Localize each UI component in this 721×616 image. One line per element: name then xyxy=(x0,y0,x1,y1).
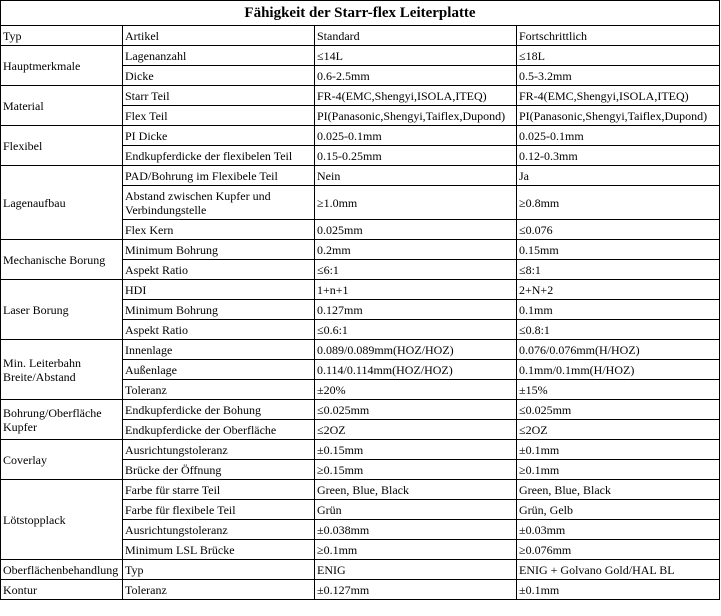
artikel-cell: Lagenanzahl xyxy=(123,46,315,66)
artikel-cell: Endkupferdicke der Oberfläche xyxy=(123,420,315,440)
standard-cell: 0.114/0.114mm(HOZ/HOZ) xyxy=(315,360,517,380)
standard-cell: 0.025mm xyxy=(315,220,517,240)
fortschrittlich-cell: 0.076/0.076mm(H/HOZ) xyxy=(517,340,720,360)
fortschrittlich-cell: ≤0.025mm xyxy=(517,400,720,420)
standard-cell: 0.127mm xyxy=(315,300,517,320)
header-typ: Typ xyxy=(1,26,123,46)
artikel-cell: PAD/Bohrung im Flexibele Teil xyxy=(123,166,315,186)
artikel-cell: Dicke xyxy=(123,66,315,86)
fortschrittlich-cell: PI(Panasonic,Shengyi,Taiflex,Dupond) xyxy=(517,106,720,126)
table-row xyxy=(1,340,720,360)
typ-cell: Bohrung/Oberfläche Kupfer xyxy=(1,400,123,440)
standard-cell: ≥0.15mm xyxy=(315,460,517,480)
artikel-cell: Minimum Bohrung xyxy=(123,240,315,260)
artikel-cell: Toleranz xyxy=(123,580,315,600)
fortschrittlich-cell: ENIG + Golvano Gold/HAL BL xyxy=(517,560,720,580)
fortschrittlich-cell: ≥0.1mm xyxy=(517,460,720,480)
fortschrittlich-cell: ≤8:1 xyxy=(517,260,720,280)
standard-cell: 0.089/0.089mm(HOZ/HOZ) xyxy=(315,340,517,360)
standard-cell: ±0.038mm xyxy=(315,520,517,540)
fortschrittlich-cell: Green, Blue, Black xyxy=(517,480,720,500)
artikel-cell: Ausrichtungstoleranz xyxy=(123,440,315,460)
fortschrittlich-cell: 0.1mm/0.1mm(H/HOZ) xyxy=(517,360,720,380)
artikel-cell: Typ xyxy=(123,560,315,580)
table-row xyxy=(1,400,720,420)
artikel-cell: Minimum LSL Brücke xyxy=(123,540,315,560)
fortschrittlich-cell: 0.5-3.2mm xyxy=(517,66,720,86)
fortschrittlich-cell: ≥0.076mm xyxy=(517,540,720,560)
typ-cell: Min. Leiterbahn Breite/Abstand xyxy=(1,340,123,400)
header-fortschrittlich: Fortschrittlich xyxy=(517,26,720,46)
artikel-cell: Innenlage xyxy=(123,340,315,360)
typ-cell: Flexibel xyxy=(1,126,123,166)
table-row xyxy=(1,240,720,260)
fortschrittlich-cell: ±0.03mm xyxy=(517,520,720,540)
standard-cell: 1+n+1 xyxy=(315,280,517,300)
typ-cell: Kontur xyxy=(1,580,123,600)
fortschrittlich-cell: 0.025-0.1mm xyxy=(517,126,720,146)
fortschrittlich-cell: 0.1mm xyxy=(517,300,720,320)
artikel-cell: Toleranz xyxy=(123,380,315,400)
artikel-cell: Flex Teil xyxy=(123,106,315,126)
table-row xyxy=(1,86,720,106)
artikel-cell: Abstand zwischen Kupfer und Verbindungstelle xyxy=(123,186,315,220)
standard-cell: ±0.15mm xyxy=(315,440,517,460)
table-row xyxy=(1,560,720,580)
fortschrittlich-cell: 2+N+2 xyxy=(517,280,720,300)
artikel-cell: Farbe für starre Teil xyxy=(123,480,315,500)
artikel-cell: Aspekt Ratio xyxy=(123,260,315,280)
typ-cell: Oberflächenbehandlung xyxy=(1,560,123,580)
table-row xyxy=(1,480,720,500)
fortschrittlich-cell: ±15% xyxy=(517,380,720,400)
fortschrittlich-cell: FR-4(EMC,Shengyi,ISOLA,ITEQ) xyxy=(517,86,720,106)
artikel-cell: Minimum Bohrung xyxy=(123,300,315,320)
fortschrittlich-cell: ≥0.8mm xyxy=(517,186,720,220)
standard-cell: ≤6:1 xyxy=(315,260,517,280)
standard-cell: ≤14L xyxy=(315,46,517,66)
standard-cell: 0.025-0.1mm xyxy=(315,126,517,146)
standard-cell: 0.2mm xyxy=(315,240,517,260)
title-row xyxy=(1,1,720,26)
artikel-cell: Außenlage xyxy=(123,360,315,380)
table-row xyxy=(1,166,720,186)
header-artikel: Artikel xyxy=(123,26,315,46)
standard-cell: Grün xyxy=(315,500,517,520)
typ-cell: Material xyxy=(1,86,123,126)
standard-cell: Nein xyxy=(315,166,517,186)
standard-cell: ≥0.1mm xyxy=(315,540,517,560)
typ-cell: Coverlay xyxy=(1,440,123,480)
standard-cell: ±20% xyxy=(315,380,517,400)
artikel-cell: Ausrichtungstoleranz xyxy=(123,520,315,540)
typ-cell: Lagenaufbau xyxy=(1,166,123,240)
fortschrittlich-cell: ≤0.076 xyxy=(517,220,720,240)
fortschrittlich-cell: 0.12-0.3mm xyxy=(517,146,720,166)
fortschrittlich-cell: ±0.1mm xyxy=(517,580,720,600)
artikel-cell: Brücke der Öffnung xyxy=(123,460,315,480)
typ-cell: Laser Borung xyxy=(1,280,123,340)
table-body xyxy=(1,1,720,600)
standard-cell: 0.15-0.25mm xyxy=(315,146,517,166)
table-row xyxy=(1,126,720,146)
standard-cell: ≤2OZ xyxy=(315,420,517,440)
typ-cell: Mechanische Borung xyxy=(1,240,123,280)
typ-cell: Hauptmerkmale xyxy=(1,46,123,86)
artikel-cell: Aspekt Ratio xyxy=(123,320,315,340)
fortschrittlich-cell: ≤18L xyxy=(517,46,720,66)
standard-cell: ≤0.025mm xyxy=(315,400,517,420)
standard-cell: FR-4(EMC,Shengyi,ISOLA,ITEQ) xyxy=(315,86,517,106)
standard-cell: Green, Blue, Black xyxy=(315,480,517,500)
standard-cell: ENIG xyxy=(315,560,517,580)
artikel-cell: Starr Teil xyxy=(123,86,315,106)
fortschrittlich-cell: ±0.1mm xyxy=(517,440,720,460)
artikel-cell: HDI xyxy=(123,280,315,300)
fortschrittlich-cell: ≤2OZ xyxy=(517,420,720,440)
standard-cell: PI(Panasonic,Shengyi,Taiflex,Dupond) xyxy=(315,106,517,126)
table-row xyxy=(1,280,720,300)
artikel-cell: Endkupferdicke der flexibelen Teil xyxy=(123,146,315,166)
header-standard: Standard xyxy=(315,26,517,46)
fortschrittlich-cell: ≤0.8:1 xyxy=(517,320,720,340)
table-row xyxy=(1,440,720,460)
typ-cell: Lötstopplack xyxy=(1,480,123,560)
artikel-cell: Flex Kern xyxy=(123,220,315,240)
fortschrittlich-cell: Ja xyxy=(517,166,720,186)
artikel-cell: PI Dicke xyxy=(123,126,315,146)
header-row xyxy=(1,26,720,46)
fortschrittlich-cell: 0.15mm xyxy=(517,240,720,260)
artikel-cell: Endkupferdicke der Bohung xyxy=(123,400,315,420)
standard-cell: ≤0.6:1 xyxy=(315,320,517,340)
standard-cell: ±0.127mm xyxy=(315,580,517,600)
artikel-cell: Farbe für flexibele Teil xyxy=(123,500,315,520)
table-title: Fähigkeit der Starr-flex Leiterplatte xyxy=(1,1,720,26)
table-row xyxy=(1,46,720,66)
standard-cell: 0.6-2.5mm xyxy=(315,66,517,86)
standard-cell: ≥1.0mm xyxy=(315,186,517,220)
table-row xyxy=(1,580,720,600)
fortschrittlich-cell: Grün, Gelb xyxy=(517,500,720,520)
